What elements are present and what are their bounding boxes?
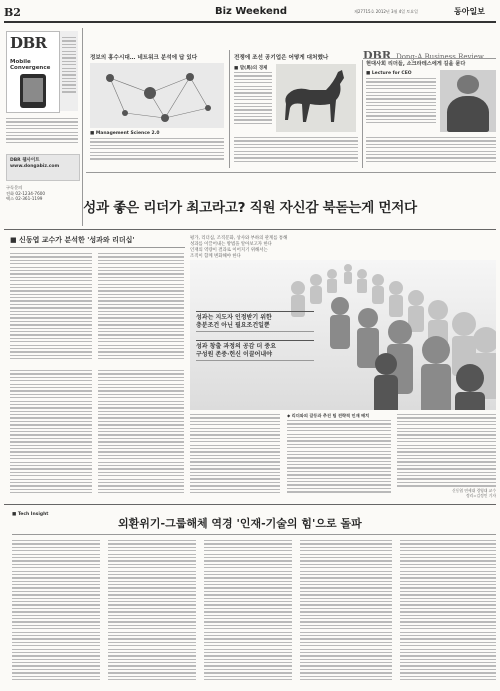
teaser-1-tag: ■ Management Science 2.0 <box>90 131 160 136</box>
dbr-cover-title: Mobile Convergence <box>10 59 51 71</box>
dbr-promo-text <box>6 118 78 150</box>
section-title-rule <box>363 58 496 59</box>
dbr-cover-side <box>60 31 78 111</box>
crowd-of-businessmen-image <box>190 260 496 410</box>
teaser-1-headline[interactable]: 정보의 홍수시대… 네트워크 분석에 답 있다 <box>90 55 198 61</box>
teaser-1-body <box>90 138 224 164</box>
article-bottom-rule <box>4 504 496 505</box>
teaser-2-tag: ■ 말(馬)의 경제 <box>234 66 268 71</box>
section-name: Biz Weekend <box>215 6 288 17</box>
teaser-divider-1 <box>229 50 230 168</box>
teaser-3-body-left <box>366 78 436 132</box>
page-number: B2 <box>4 6 21 19</box>
dbr-cover <box>6 31 60 113</box>
dbr-web-ad[interactable] <box>6 154 80 181</box>
main-body-col-3 <box>190 414 280 498</box>
bottom-tag: ■ Tech Insight <box>12 512 49 517</box>
dbr-section-sub: Dong-A Business Review <box>396 53 484 61</box>
teaser-2-body-left <box>234 72 272 132</box>
teaser-2-horse-image <box>276 64 356 132</box>
intro-quote: 평가, 리더십, 조직문화, 상사와 부하의 관계를 통해 성과를 이끌어내는 방법을 알아보고자 한다 인재의 역량이 결과로 이어지기 위해서는 조직이 함께 변화해야 한다 <box>190 236 288 259</box>
header-rule <box>4 21 496 23</box>
teaser-3-body <box>366 137 496 169</box>
dbr-section-mark: DBR <box>363 49 391 62</box>
pull-quote-1 <box>196 311 314 332</box>
dbr-cover-logo: DBR <box>10 34 47 52</box>
teaser-2-headline[interactable]: 전쟁에 조선 공기업은 어떻게 대처했나 <box>234 55 329 61</box>
byline-rule <box>10 247 185 248</box>
phone-image <box>20 74 46 108</box>
bottom-col-4 <box>300 540 392 686</box>
main-body-col-4 <box>287 420 391 498</box>
bottom-col-3 <box>204 540 292 686</box>
main-body-col-5 <box>397 414 496 492</box>
teaser-2-body <box>234 137 358 165</box>
businessmen-illustration <box>190 260 496 410</box>
phone-screen <box>23 78 43 102</box>
newspaper-name: 동아일보 <box>454 6 485 16</box>
bottom-col-1 <box>12 540 100 686</box>
main-headline: 성과 좋은 리더가 최고라고? 직원 자신감 북돋는게 먼저다 <box>83 200 417 216</box>
main-body-col-1b <box>10 370 92 498</box>
horse-icon <box>276 64 356 132</box>
bottom-headline: 외환위기-그룹해체 역경 '인재-기술의 힘'으로 돌파 <box>118 517 362 530</box>
dbr-web-ad-text: DBR 웹사이트 www.dongabiz.com <box>10 158 60 169</box>
main-body-col-2 <box>98 253 184 365</box>
main-body-col-1 <box>10 253 92 365</box>
headline-rule <box>4 229 496 230</box>
pull-quote-1-text: 성과는 지도자 인정받기 위한 충분조건 아닌 필요조건일뿐 <box>196 314 272 329</box>
teaser-divider-2 <box>362 60 363 168</box>
bottom-headline-rule <box>12 534 496 535</box>
bottom-col-2 <box>108 540 196 686</box>
byline: ■ 신동엽 교수가 분석한 '성과와 리더십' <box>10 236 135 244</box>
teaser-1-image <box>90 63 224 128</box>
teaser-3-headline[interactable]: 현대사회 리더들, 소크라테스에게 길을 묻다 <box>366 61 466 67</box>
subhead-2: ◆ 리더와의 갈등과 추진 팀 전략적 인재 배치 <box>287 413 370 418</box>
pull-quote-2-text: 성과 창출 과정의 공감 더 중요 구성원 존중·헌신 이끌어내야 <box>196 343 276 358</box>
teasers-bottom-rule <box>86 172 496 173</box>
issue-date: 제27715호 2012년 3월 4일 토요일 <box>354 9 418 14</box>
bottom-col-5 <box>400 540 496 686</box>
lecturer-photo <box>440 70 496 132</box>
teaser-3-tag: ■ Lecture for CEO <box>366 71 412 76</box>
author-note: 신동엽 연세대 경영대 교수 정리=김정인 기자 <box>452 488 496 498</box>
pull-quote-2 <box>196 340 314 361</box>
main-body-col-2b <box>98 370 184 498</box>
subscription-info: 구독문의 전화 02-1234-7600 팩스 02-361-1199 <box>6 185 46 202</box>
network-graph-illustration <box>90 63 224 128</box>
